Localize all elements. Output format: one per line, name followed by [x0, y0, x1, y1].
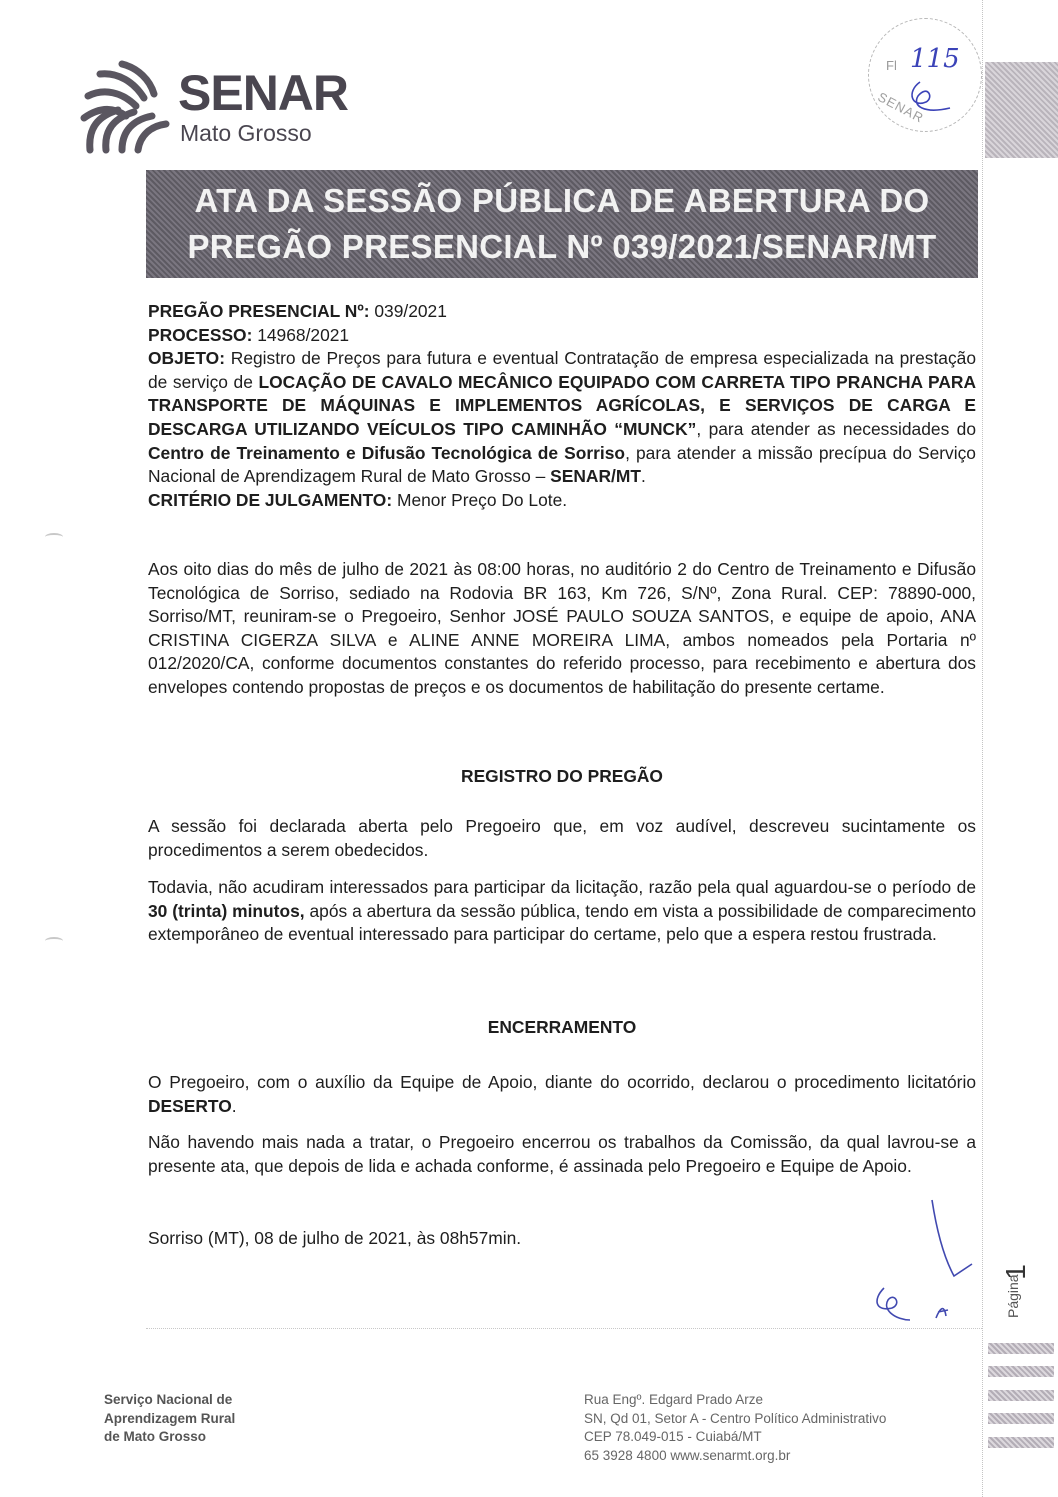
footer-org-line: de Mato Grosso — [104, 1429, 207, 1444]
side-stripe — [988, 1390, 1054, 1401]
registro-text: após a abertura da sessão pública, tendo em vista a possibilidade de comparecimento extemporâneo de eventual interessado para participar do certame, pelo que a espera restou frustrada. — [148, 900, 976, 945]
side-stripe — [988, 1413, 1054, 1424]
summary-block — [148, 300, 976, 512]
criterio-label: CRITÉRIO DE JULGAMENTO: — [148, 489, 393, 510]
registro-heading: REGISTRO DO PREGÃO — [461, 766, 663, 786]
objeto-text: , para atender as necessidades do — [696, 418, 976, 439]
encerramento-p1-block — [148, 1071, 976, 1118]
objeto-text: . — [640, 466, 646, 487]
registro-p1-block — [148, 815, 976, 862]
footer-address — [584, 1391, 886, 1465]
encerramento-text: . — [231, 1095, 237, 1116]
registro-p2-block — [148, 876, 976, 947]
hole-punch-mark — [45, 937, 63, 945]
processo-value: 14968/2021 — [257, 324, 350, 345]
objeto-label: OBJETO: — [148, 348, 225, 369]
objeto-service: LOCAÇÃO DE CAVALO MECÂNICO EQUIPADO COM CARRETA TIPO PRANCHA PARA TRANSPORTE DE MÁQUINAS E IMPLEMENTOS AGRÍCOLAS, E SERVIÇOS DE CARGA E DESCARGA UTILIZANDO VEÍCULOS TIPO CAMINHÃO “MUNCK” — [148, 371, 977, 439]
registro-text: Todavia, não acudiram interessados para participar da licitação, razão pela qual aguardou-se o período de — [148, 877, 976, 897]
footer-address-line: Rua Engº. Edgard Prado Arze — [584, 1392, 764, 1407]
footer-org-line: Aprendizagem Rural — [104, 1410, 236, 1426]
criterio-value: Menor Preço Do Lote. — [396, 489, 568, 510]
encerramento-paragraph-2: Não havendo mais nada a tratar, o Pregoeiro encerrou os trabalhos da Comissão, da qual lavrou-se a presente ata, que depois de lida e achada conforme, é assinada pelo Pregoeiro e Equipe de Apoio. — [148, 1132, 976, 1176]
objeto-text: Registro de Preços para futura e eventual Contratação de empresa especializada na prestação de serviço de — [148, 348, 976, 392]
pregao-value: 039/2021 — [374, 301, 447, 321]
objeto-center: Centro de Treinamento e Difusão Tecnológica de Sorriso — [148, 442, 626, 463]
registro-paragraph-1: A sessão foi declarada aberta pelo Pregoeiro que, em voz audível, descreveu sucintamente os procedimentos a serem obedecidos. — [148, 816, 976, 860]
brand-name: SENAR — [178, 65, 349, 121]
place-date-block — [148, 1227, 976, 1251]
pregao-label: PREGÃO PRESENCIAL Nº: — [148, 301, 370, 321]
page-number: 1 — [999, 1264, 1031, 1280]
waiting-period: 30 (trinta) minutos, — [148, 900, 305, 921]
objeto-org: SENAR/MT — [550, 466, 641, 487]
criterio-row — [148, 489, 976, 513]
footer-address-line: SN, Qd 01, Setor A - Centro Político Administrativo — [584, 1410, 887, 1426]
stamp-label: SENAR — [875, 89, 927, 126]
side-tab-block — [985, 62, 1058, 158]
encerramento-heading: ENCERRAMENTO — [487, 1017, 637, 1037]
stamp-prefix: Fl — [886, 58, 897, 73]
place-date: Sorriso (MT), 08 de julho de 2021, às 08h57min. — [148, 1228, 522, 1248]
footer-divider — [146, 1328, 982, 1329]
objeto-text: , para atender a missão precípua do Serviço Nacional de Aprendizagem Rural de Mato Grosso – — [148, 442, 976, 487]
encerramento-p2-block — [148, 1131, 976, 1178]
page-label: Página — [1005, 1274, 1021, 1318]
signature-icon — [862, 1196, 982, 1326]
side-stripe — [988, 1343, 1054, 1354]
side-stripe — [988, 1366, 1054, 1377]
pregao-row — [148, 300, 976, 324]
right-margin-line — [982, 0, 983, 1497]
opening-paragraph: Aos oito dias do mês de julho de 2021 às 08:00 horas, no auditório 2 do Centro de Treinamento e Difusão Tecnológica de Sorriso, sediado na Rodovia BR 163, Km 726, S/Nº, Zona Rural. CEP: 78890-000, Sorriso/MT, reuniram-se o Pregoeiro, Senhor JOSÉ PAULO SOUZA SANTOS, e equipe de apoio, ANA CRISTINA CIGERZA SILVA e ALINE ANNE MOREIRA LIMA, ambos nomeados pela Portaria nº 012/2020/CA, conforme documentos constantes do referido processo, para recebimento e abertura dos envelopes contendo propostas de preços e os documentos de habilitação do presente certame. — [148, 559, 976, 697]
brand-subtitle: Mato Grosso — [180, 120, 312, 146]
senar-logo-icon — [78, 58, 172, 154]
footer-org-line: Serviço Nacional de — [104, 1392, 233, 1407]
document-title-band — [146, 170, 978, 278]
result-status: DESERTO — [148, 1095, 232, 1116]
side-stripe — [988, 1437, 1054, 1448]
processo-label: PROCESSO: — [148, 324, 253, 345]
title-line-1: ATA DA SESSÃO PÚBLICA DE ABERTURA DO — [194, 182, 930, 219]
opening-section — [148, 558, 976, 700]
stamp-initials-icon — [900, 78, 960, 118]
registro-paragraph-2 — [148, 876, 976, 947]
footer-address-line: CEP 78.049-015 - Cuiabá/MT — [584, 1429, 762, 1444]
footer-contact-line: 65 3928 4800 www.senarmt.org.br — [584, 1447, 791, 1463]
stamp-page-number: 115 — [910, 44, 960, 74]
hole-punch-mark — [45, 533, 63, 541]
objeto-row — [148, 347, 976, 489]
title-line-2: PREGÃO PRESENCIAL Nº 039/2021/SENAR/MT — [187, 228, 937, 265]
footer-organization — [104, 1391, 235, 1447]
processo-row — [148, 324, 976, 348]
encerramento-text: O Pregoeiro, com o auxílio da Equipe de Apoio, diante do ocorrido, declarou o procedimento licitatório — [148, 1072, 976, 1092]
encerramento-paragraph-1 — [148, 1071, 976, 1118]
